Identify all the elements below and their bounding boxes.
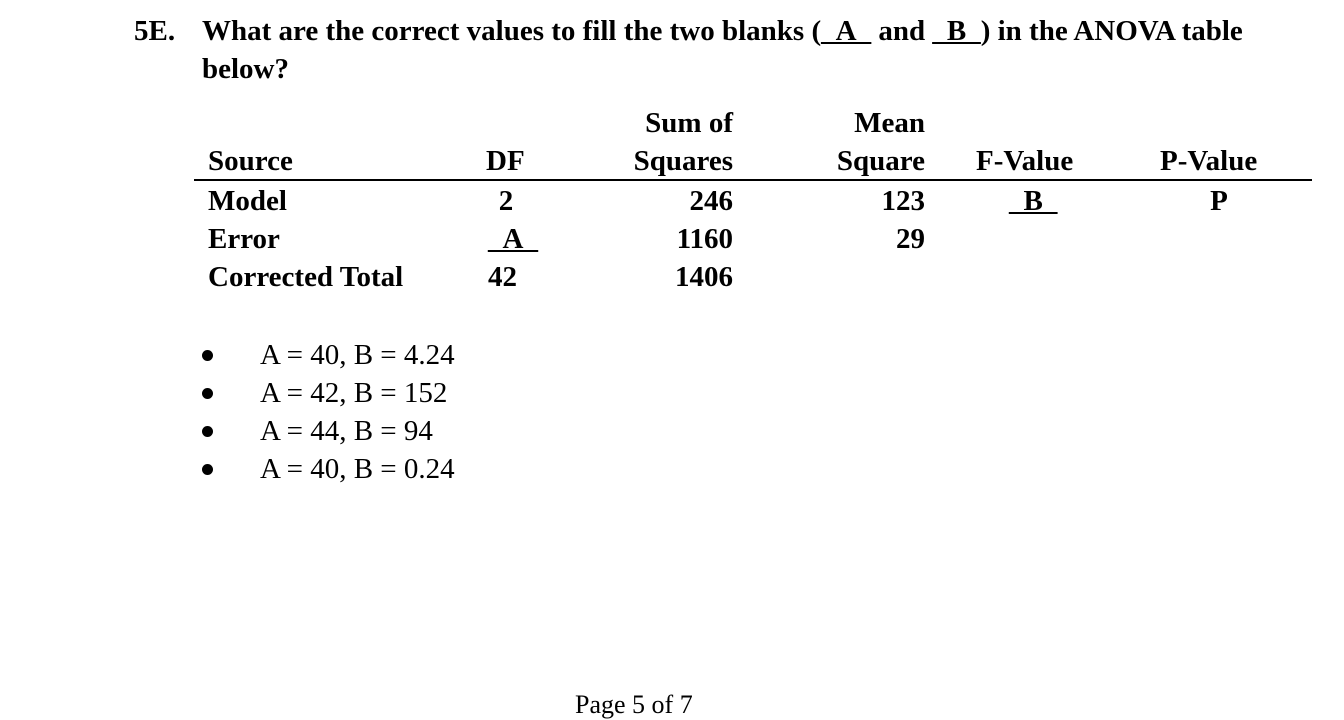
header-df: DF — [486, 145, 525, 177]
row-model-ms: 123 — [881, 185, 925, 217]
header-p-value: P-Value — [1160, 145, 1258, 177]
bullet-icon — [202, 464, 213, 475]
answer-option-text: A = 42, B = 152 — [260, 377, 448, 409]
answer-option-text: A = 40, B = 4.24 — [260, 339, 455, 371]
bullet-icon — [202, 350, 213, 361]
row-error-ss: 1160 — [676, 223, 733, 255]
blank-b: _B_ — [932, 15, 981, 47]
row-model-f-blank: _B_ — [1009, 185, 1058, 217]
header-ss-line2: Squares — [633, 145, 733, 177]
row-total-df: 42 — [488, 261, 517, 293]
question-text-part-3: ) in the ANOVA table below? — [202, 15, 1243, 85]
header-ss-line1: Sum of — [645, 107, 733, 139]
row-model-ss: 246 — [689, 185, 733, 217]
question-number: 5E. — [134, 15, 176, 47]
header-source: Source — [208, 145, 293, 177]
question-text — [202, 12, 1282, 88]
row-model-p: P — [1210, 185, 1228, 217]
header-ms-line1: Mean — [854, 107, 925, 139]
row-error-ms: 29 — [896, 223, 925, 255]
row-error-source: Error — [208, 223, 280, 255]
header-ms-line2: Square — [836, 145, 925, 177]
header-rule — [194, 179, 1312, 181]
answer-option-text: A = 40, B = 0.24 — [260, 453, 455, 485]
header-f-value: F-Value — [976, 145, 1074, 177]
row-model-df: 2 — [498, 185, 514, 217]
answer-option-text: A = 44, B = 94 — [260, 415, 433, 447]
question-text-part-1: What are the correct values to fill the two blanks ( — [202, 15, 822, 47]
page-footer: Page 5 of 7 — [575, 690, 693, 719]
bullet-icon — [202, 426, 213, 437]
bullet-icon — [202, 388, 213, 399]
row-total-source: Corrected Total — [208, 261, 404, 293]
row-total-ss: 1406 — [675, 261, 733, 293]
question-text-part-2: and — [871, 15, 933, 47]
row-model-source: Model — [208, 185, 287, 217]
blank-a: _A_ — [821, 15, 872, 47]
row-error-df-blank: _A_ — [488, 223, 538, 255]
